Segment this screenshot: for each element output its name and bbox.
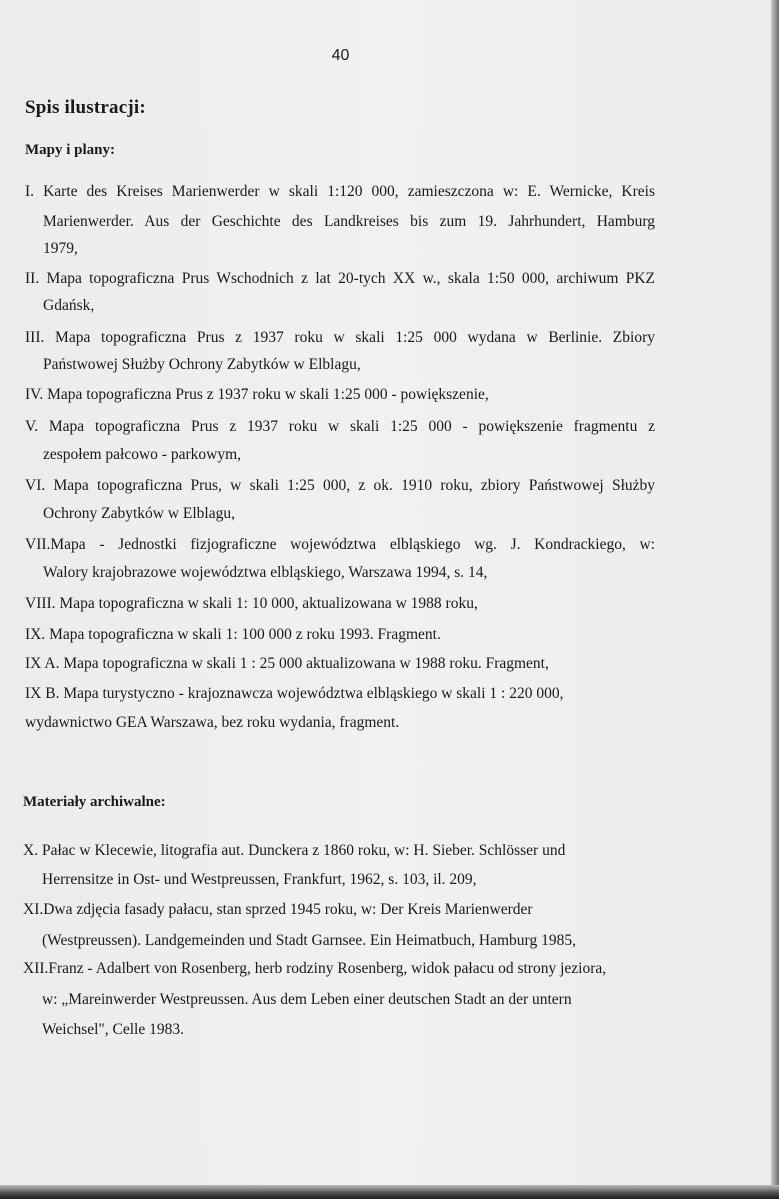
list-item-line: V. Mapa topograficzna Prus z 1937 roku w skali 1:25 000 - powiększenie fragmentu z [25, 418, 655, 435]
list-item-line: II. Mapa topograficzna Prus Wschodnich z lat 20-tych XX w., skala 1:50 000, archiwum PKZ [25, 270, 655, 287]
list-item-line: XI.Dwa zdjęcia fasady pałacu, stan sprzed 1945 roku, w: Der Kreis Marienwerder [23, 901, 533, 918]
list-item-line: I. Karte des Kreises Marienwerder w skali 1:120 000, zamieszczona w: E. Wernicke, Kreis [25, 183, 655, 200]
section-title-archive: Materiały archiwalne: [23, 794, 166, 810]
list-item-line: III. Mapa topograficzna Prus z 1937 roku w skali 1:25 000 wydana w Berlinie. Zbiory [25, 329, 655, 346]
list-item-line: (Westpreussen). Landgemeinden und Stadt Garnsee. Ein Heimatbuch, Hamburg 1985, [42, 932, 576, 949]
scan-bottom-edge [0, 1185, 779, 1199]
list-item-line: Ochrony Zabytków w Elblagu, [43, 505, 235, 522]
list-item-line: zespołem pałcowo - parkowym, [43, 446, 241, 463]
list-item-line: IX B. Mapa turystyczno - krajoznawcza województwa elbląskiego w skali 1 : 220 000, [25, 685, 564, 702]
list-item-line: wydawnictwo GEA Warszawa, bez roku wydania, fragment. [25, 714, 400, 731]
list-item-line: Walory krajobrazowe województwa elbląskiego, Warszawa 1994, s. 14, [43, 564, 488, 581]
page-title: Spis ilustracji: [25, 97, 146, 118]
list-item-line: Weichsel", Celle 1983. [42, 1021, 184, 1038]
list-item-line: VII.Mapa - Jednostki fizjograficzne województwa elbląskiego wg. J. Kondrackiego, w: [25, 536, 655, 553]
list-item-line: Herrensitze in Ost- und Westpreussen, Frankfurt, 1962, s. 103, il. 209, [42, 871, 477, 888]
list-item-line: IX A. Mapa topograficzna w skali 1 : 25 000 aktualizowana w 1988 roku. Fragment, [25, 655, 549, 672]
list-item-line: Gdańsk, [43, 297, 95, 314]
list-item-line: IV. Mapa topograficzna Prus z 1937 roku w skali 1:25 000 - powiększenie, [25, 386, 489, 403]
list-item-line: IX. Mapa topograficzna w skali 1: 100 000 z roku 1993. Fragment. [25, 626, 441, 643]
list-item-line: Państwowej Służby Ochrony Zabytków w Elblagu, [43, 356, 361, 373]
list-item-line: 1979, [43, 240, 78, 257]
list-item-line: VIII. Mapa topograficzna w skali 1: 10 000, aktualizowana w 1988 roku, [25, 595, 478, 612]
page-number: 40 [331, 47, 350, 64]
page-edge-shadow [771, 0, 779, 1199]
list-item-line: w: „Mareinwerder Westpreussen. Aus dem Leben einer deutschen Stadt an der untern [42, 991, 572, 1008]
list-item-line: Marienwerder. Aus der Geschichte des Landkreises bis zum 19. Jahrhundert, Hamburg [43, 213, 655, 230]
list-item-line: VI. Mapa topograficzna Prus, w skali 1:25 000, z ok. 1910 roku, zbiory Państwowej Służby [25, 477, 655, 494]
section-title-maps: Mapy i plany: [25, 142, 116, 158]
list-item-line: XII.Franz - Adalbert von Rosenberg, herb rodziny Rosenberg, widok pałacu od strony jeziora, [23, 960, 607, 977]
list-item-line: X. Pałac w Klecewie, litografia aut. Dunckera z 1860 roku, w: H. Sieber. Schlösser und [23, 842, 566, 859]
